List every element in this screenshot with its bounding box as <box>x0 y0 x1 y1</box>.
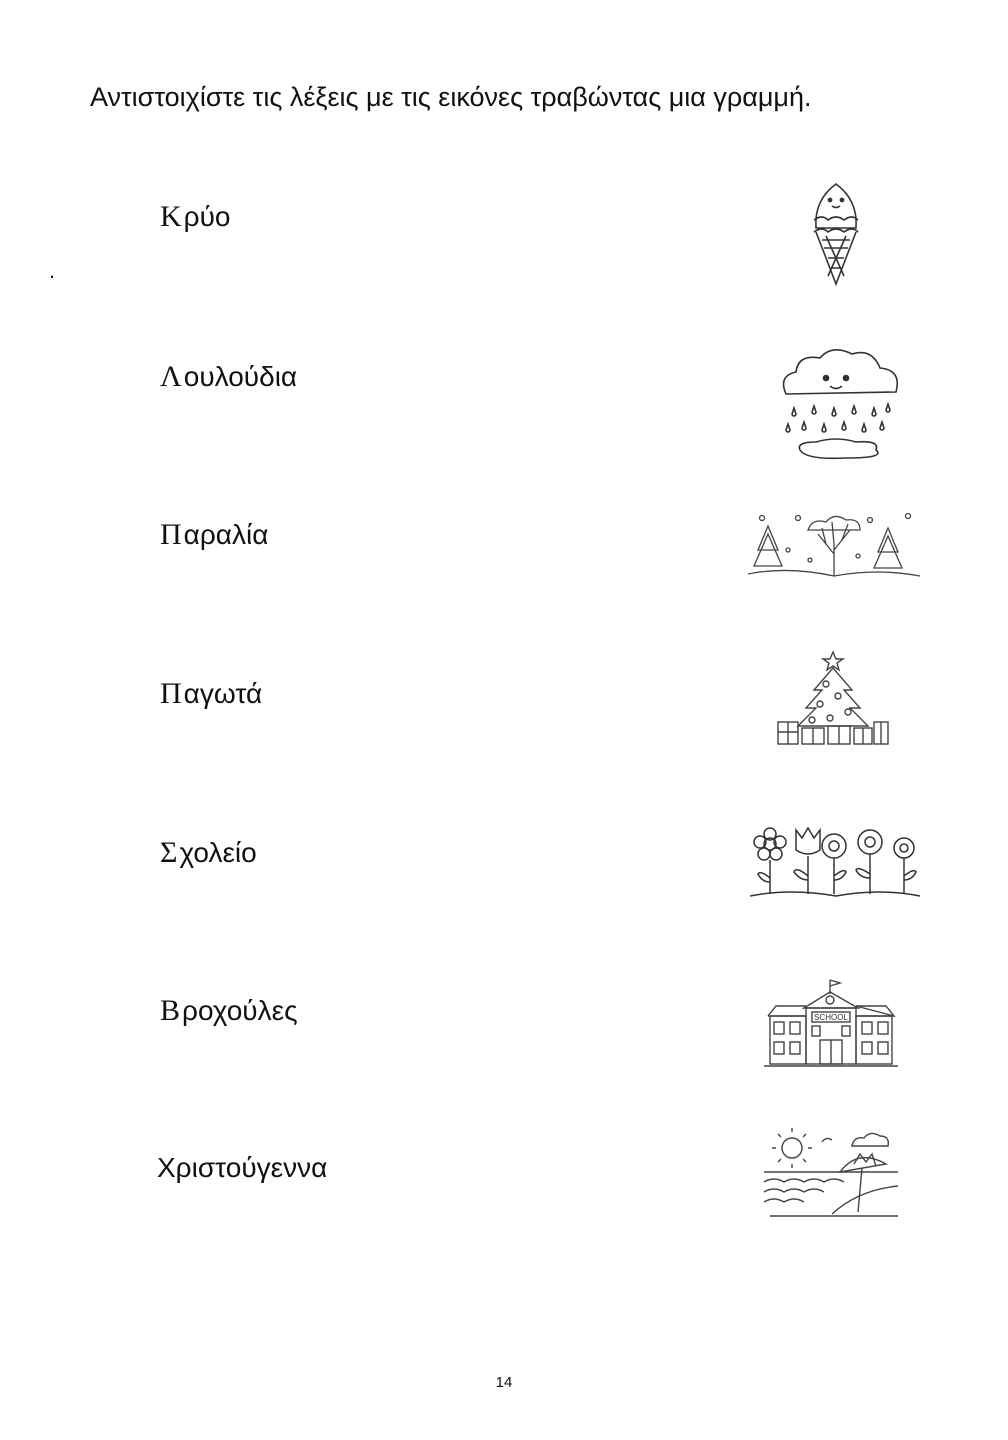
word-initial: Β <box>160 994 181 1027</box>
flowers-row-icon[interactable] <box>750 822 922 902</box>
word-item[interactable] <box>160 360 297 394</box>
rain-cloud-icon[interactable] <box>776 346 906 462</box>
word-rest: ροχούλες <box>182 995 298 1026</box>
word-initial: Π <box>160 518 182 551</box>
page-number: 14 <box>495 1374 513 1391</box>
word-item[interactable] <box>160 677 262 711</box>
word-item[interactable] <box>160 994 298 1028</box>
word-rest: χολείο <box>179 837 257 868</box>
winter-snow-trees-icon[interactable] <box>748 510 920 584</box>
stray-mark: . <box>49 258 56 283</box>
school-building-icon[interactable] <box>764 978 898 1068</box>
christmas-tree-icon[interactable] <box>776 650 890 746</box>
word-rest: ουλούδια <box>183 361 298 392</box>
instruction-text: Αντιστοιχίστε τις λέξεις με τις εικόνες τραβώντας μια γραμμή. <box>90 82 812 112</box>
word-item[interactable] <box>160 518 268 552</box>
word-initial: Σ <box>160 836 178 869</box>
beach-umbrella-icon[interactable] <box>762 1128 900 1218</box>
word-initial: Κ <box>160 200 182 233</box>
word-rest: αγωτά <box>183 678 263 709</box>
word-rest: αραλία <box>183 519 269 550</box>
school-sign-text: SCHOOL <box>814 1013 848 1022</box>
word-rest: ρύο <box>183 201 231 232</box>
ice-cream-cone-icon[interactable] <box>808 180 864 288</box>
word-text: Χριστούγεννα <box>157 1152 328 1183</box>
word-item[interactable] <box>157 1152 327 1184</box>
word-initial: Π <box>160 677 182 710</box>
word-item[interactable] <box>160 836 257 870</box>
word-item[interactable] <box>160 200 230 234</box>
word-initial: Λ <box>160 360 182 393</box>
